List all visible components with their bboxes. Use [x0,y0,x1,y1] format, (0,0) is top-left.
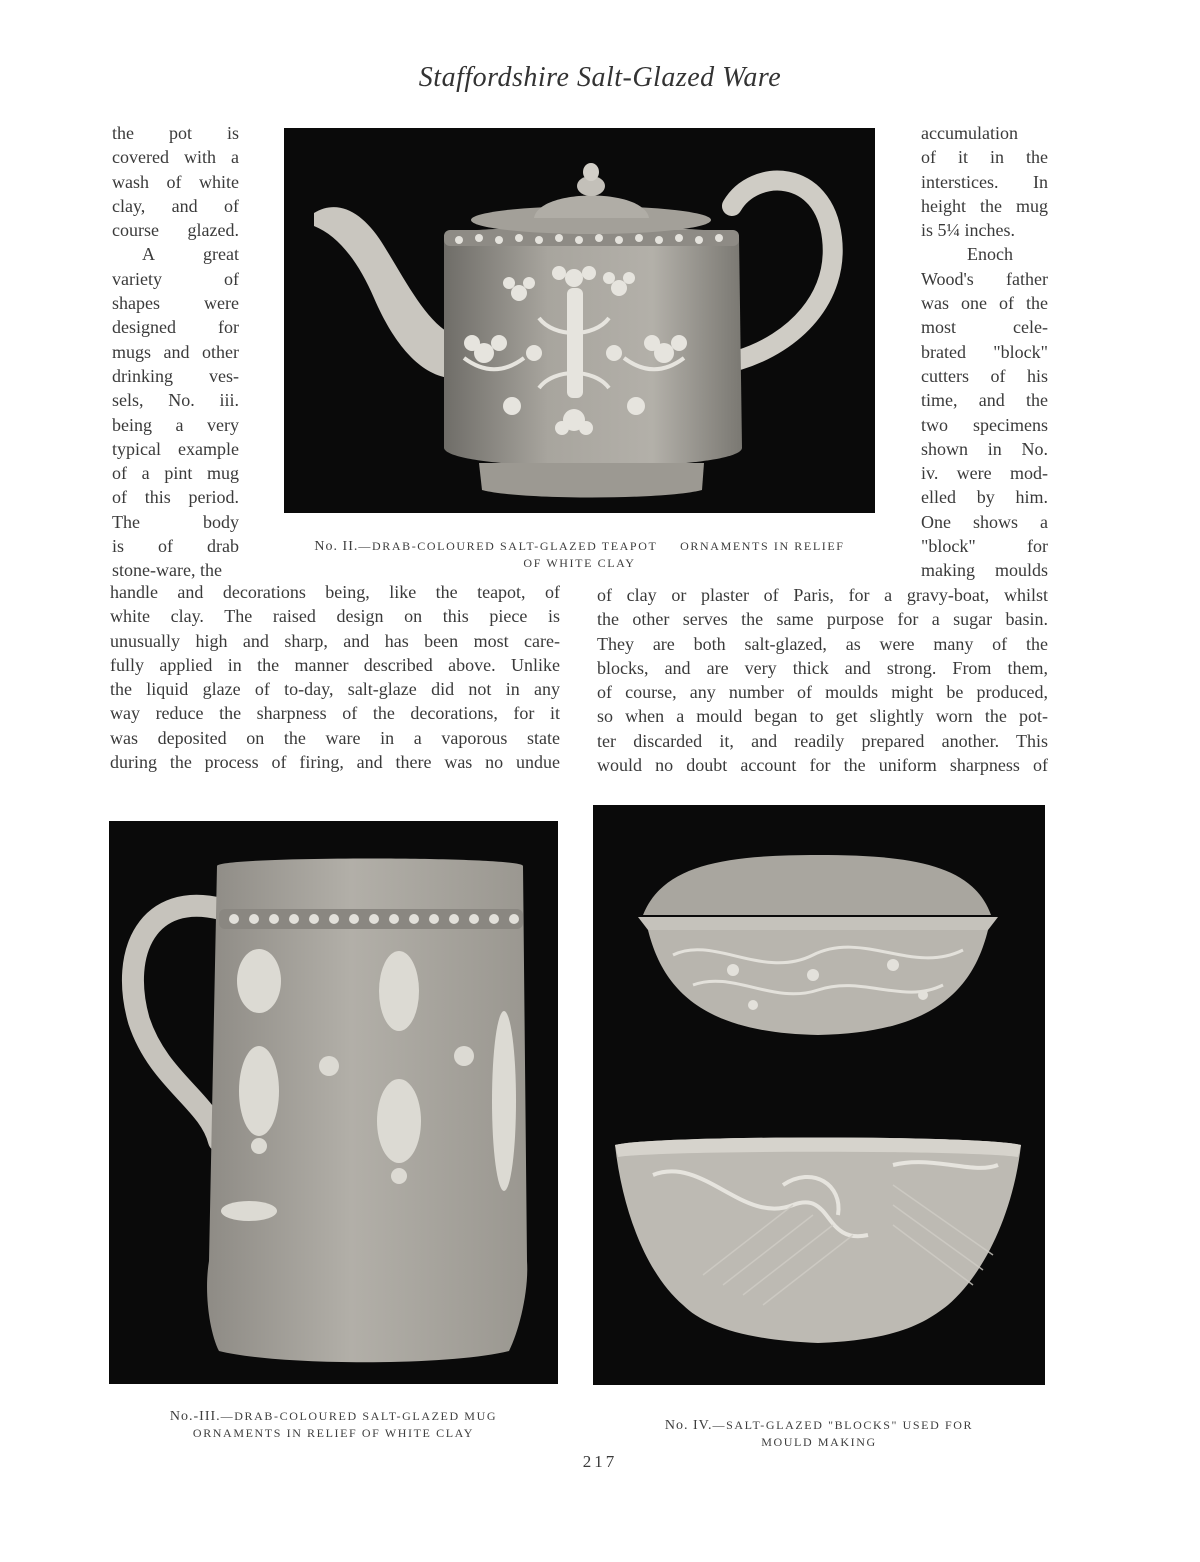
right-column-line: Enoch [967,244,1013,265]
left-column-line: mugs and other [112,341,239,362]
bottom-left-line: fully applied in the manner described above. Unlike [110,654,560,675]
right-column-line: "block" for [921,536,1048,557]
bottom-left-line: during the process of firing, and there was no undue [110,752,560,773]
left-column-line: clay, and of [112,195,239,216]
right-column-line: time, and the [921,390,1048,411]
teapot-illustration [284,128,875,513]
bottom-left-line: was deposited on the ware in a vaporous state [110,727,560,748]
right-column-line: was one of the [921,293,1048,314]
bottom-left-line: the liquid glaze of to-day, salt-glaze did not in any [110,679,560,700]
blocks-caption-line2: MOULD MAKING [761,1435,877,1449]
blocks-illustration [593,805,1045,1385]
right-column-line: of it in the [921,147,1048,168]
left-column-line: being a very [112,414,239,435]
bottom-left-line: unusually high and sharp, and has been most care- [110,630,560,651]
right-column-line: height the mug [921,195,1048,216]
left-column-line: wash of white [112,171,239,192]
teapot-caption-number: No. II. [314,539,359,554]
bottom-right-line: blocks, and are very thick and strong. From them, [597,657,1048,678]
left-column-line: variety of [112,268,239,289]
blocks-caption-line1: No. IV.—SALT-GLAZED "BLOCKS" USED FOR [664,1418,974,1433]
left-column-line: typical example [112,438,239,459]
mug-illustration [109,821,558,1384]
right-column-line: elled by him. [921,487,1048,508]
right-column-line: accumulation [921,123,1018,143]
left-column-line: course glazed. [112,220,239,241]
bottom-left-line: handle and decorations being, like the teapot, of [110,582,560,602]
right-column-line: shown in No. [921,438,1048,459]
right-column-line: is 5¼ inches. [921,220,1015,241]
right-text-column [921,121,1048,583]
mug-photograph [109,821,558,1384]
right-column-line: brated "block" [921,341,1048,362]
bottom-right-text [597,583,1048,777]
teapot-photograph [284,128,875,513]
left-column-line: of this period. [112,487,239,508]
bottom-right-line: of clay or plaster of Paris, for a gravy-boat, whilst [597,585,1048,605]
right-column-line: two specimens [921,414,1048,435]
running-header: Staffordshire Salt-Glazed Ware [418,62,782,93]
bottom-right-line: so when a mould began to get slightly worn the pot- [597,706,1048,727]
page-number: 217 [582,1452,618,1471]
right-column-line: Wood's father [921,268,1048,289]
right-column-line: interstices. In [921,171,1048,192]
right-column-line: most cele- [921,317,1048,338]
mug-caption-line2: ORNAMENTS IN RELIEF OF WHITE CLAY [192,1426,475,1440]
left-column-line: designed for [112,317,239,338]
left-column-line: shapes were [112,293,239,314]
bottom-left-line: way reduce the sharpness of the decorations, for it [110,703,560,724]
bottom-right-line: would no doubt account for the uniform sharpness of [597,755,1048,776]
left-column-line: sels, No. iii. [112,390,239,411]
left-text-column [112,121,239,583]
left-column-line: the pot is [112,123,239,143]
left-column-line: The body [112,511,239,532]
teapot-caption [284,538,875,571]
left-column-line: is of drab [112,536,239,557]
blocks-photograph [593,805,1045,1385]
teapot-caption-line1: No. II.—DRAB-COLOURED SALT-GLAZED TEAPOT ORNAMENTS IN RELIEF [314,539,845,554]
bottom-right-line: ter discarded it, and readily prepared another. This [597,730,1048,751]
right-column-line: iv. were mod- [921,463,1048,484]
bottom-right-line: of course, any number of moulds might be produced, [597,682,1048,703]
left-column-line: drinking ves- [112,365,239,386]
bottom-left-text [110,580,560,774]
bottom-left-line: white clay. The raised design on this piece is [110,606,560,627]
mug-caption [109,1408,558,1441]
left-column-line: A great [142,244,239,265]
mug-caption-line1: No.-III.—DRAB-COLOURED SALT-GLAZED MUG [169,1409,498,1424]
right-column-line: One shows a [921,511,1048,532]
left-column-line: covered with a [112,147,239,168]
blocks-caption [593,1417,1045,1450]
teapot-caption-line2: OF WHITE CLAY [523,556,636,570]
bottom-right-line: the other serves the same purpose for a sugar basin. [597,609,1048,630]
blocks-caption-number: No. IV. [664,1418,713,1433]
right-column-line: making moulds [921,560,1048,581]
left-column-line: stone-ware, the [112,560,222,581]
right-column-line: cutters of his [921,365,1048,386]
mug-caption-number: No.-III. [169,1409,221,1424]
left-column-line: of a pint mug [112,463,239,484]
bottom-right-line: They are both salt-glazed, as were many of the [597,633,1048,654]
